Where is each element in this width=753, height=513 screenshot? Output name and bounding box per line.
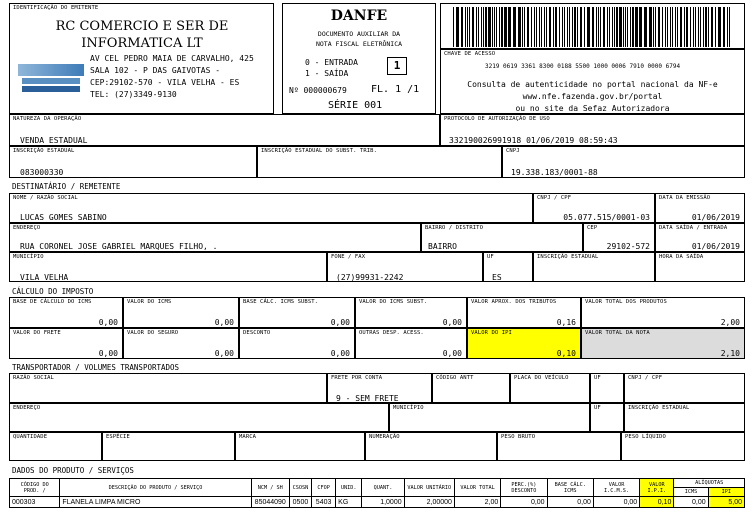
- dest-municipio-label: MUNICÍPIO: [13, 254, 44, 260]
- dest-nome: LUCAS GOMES SABINO: [20, 213, 107, 222]
- dest-cep-box: [583, 223, 655, 252]
- tr-antt-label: CÓDIGO ANTT: [436, 375, 474, 381]
- cell-cfop: 5403: [312, 497, 336, 508]
- danfe-sub1: DOCUMENTO AUXILIAR DA: [317, 30, 401, 38]
- tr-municipio-label: MUNICÍPIO: [393, 405, 424, 411]
- tr-razao-label: RAZÃO SOCIAL: [13, 375, 54, 381]
- dest-fone-box: [327, 252, 483, 282]
- dest-ie-box: [533, 252, 655, 282]
- cell-csosn: 0500: [289, 497, 311, 508]
- danfe-box: [282, 3, 436, 114]
- col-v-total: VALOR TOTAL: [454, 479, 500, 497]
- dest-bairro-label: BAIRRO / DISTRITO: [425, 225, 483, 231]
- imp-desconto: 0,00: [330, 349, 350, 358]
- tr-placa-box: [510, 373, 590, 403]
- cnpj-emit-label: CNPJ: [506, 148, 520, 154]
- imp-bc-st: 0,00: [330, 318, 350, 327]
- dest-fone: (27)99931-2242: [336, 273, 404, 282]
- dest-ie-label: INSCRIÇÃO ESTADUAL: [537, 254, 599, 260]
- natureza-label: NATUREZA DA OPERAÇÃO: [13, 116, 82, 122]
- imp-outras-label: OUTRAS DESP. ACESS.: [359, 330, 424, 336]
- imp-frete: 0,00: [98, 349, 118, 358]
- imp-v-nota-label: VALOR TOTAL DA NOTA: [585, 330, 650, 336]
- chave-box: [440, 49, 745, 114]
- cell-v-total: 2,00: [454, 497, 500, 508]
- tr-qtd-label: QUANTIDADE: [13, 434, 48, 440]
- tr-uf-label: UF: [594, 375, 601, 381]
- dest-cep-label: CEP: [587, 225, 598, 231]
- danfe-saida: 1 - SAÍDA: [305, 69, 349, 78]
- tr-endereco-box: [9, 403, 389, 432]
- transporte-titulo: TRANSPORTADOR / VOLUMES TRANSPORTADOS: [12, 363, 180, 372]
- col-v-icms: VALOR I.C.M.S.: [593, 479, 639, 497]
- imp-bc-icms: 0,00: [98, 318, 118, 327]
- protocolo-box: [440, 114, 745, 146]
- tr-frete-box: [327, 373, 432, 403]
- imp-bc-icms-label: BASE DE CÁLCULO DO ICMS: [13, 299, 92, 305]
- cell-descricao: FLANELA LIMPA MICRO: [60, 497, 251, 508]
- danfe-folha: FL. 1 /1: [371, 84, 420, 95]
- tr-marca-box: [235, 432, 365, 461]
- tr-cnpj-box: [624, 373, 745, 403]
- produtos-header-row: [10, 479, 745, 488]
- imp-v-st: 0,00: [442, 318, 462, 327]
- tr-frete-label: FRETE POR CONTA: [331, 375, 383, 381]
- col-unid: UNID.: [336, 479, 362, 497]
- tr-ie-label: INSCRIÇÃO ESTADUAL: [628, 405, 690, 411]
- dest-cnpj: 05.077.515/0001-03: [563, 213, 650, 222]
- danfe-title: DANFE: [330, 8, 388, 24]
- dest-uf-label: UF: [487, 254, 494, 260]
- imposto-titulo: CÁLCULO DO IMPOSTO: [12, 287, 94, 296]
- danfe-numero: Nº 000000679: [289, 86, 347, 95]
- danfe-tipo: 1: [387, 57, 407, 75]
- col-aliq-icms: ICMS: [674, 488, 708, 497]
- imp-desconto-label: DESCONTO: [243, 330, 271, 336]
- tr-placa-label: PLACA DO VEÍCULO: [514, 375, 569, 381]
- col-aliq-ipi: IPI: [708, 488, 744, 497]
- col-csosn: CSOSN: [289, 479, 311, 497]
- cell-ncm: 85044090: [251, 497, 289, 508]
- imp-seguro: 0,00: [214, 349, 234, 358]
- tr-frete: 9 - SEM FRETE: [336, 394, 399, 403]
- tr-especie-box: [102, 432, 235, 461]
- imp-v-prod-label: VALOR TOTAL DOS PRODUTOS: [585, 299, 667, 305]
- cnpj-emit-valor: 19.338.183/0001-88: [511, 168, 598, 177]
- emitente-logo: [18, 62, 84, 96]
- emitente-box: [9, 3, 274, 114]
- dest-hora-label: HORA DA SAÍDA: [659, 254, 704, 260]
- emitente-nome: RC COMERCIO E SER DE INFORMATICA LT: [55, 19, 229, 51]
- col-cfop: CFOP: [312, 479, 336, 497]
- cnpj-emit-box: [502, 146, 745, 178]
- natureza-valor: VENDA ESTADUAL: [20, 136, 88, 145]
- cell-aliq-icms: 0,00: [674, 497, 708, 508]
- tr-bruto-box: [497, 432, 621, 461]
- emitente-telefone: TEL: (27)3349-9130: [90, 90, 177, 99]
- imp-v-icms-label: VALOR DO ICMS: [127, 299, 172, 305]
- col-quant: QUANT.: [362, 479, 404, 497]
- ie-st-box: [257, 146, 502, 178]
- tr-qtd-box: [9, 432, 102, 461]
- col-desconto: PERC.(%) DESCONTO: [501, 479, 547, 497]
- dest-bairro-box: [421, 223, 583, 252]
- dest-saida: 01/06/2019: [691, 242, 740, 251]
- imp-ipi-label: VALOR DO IPI: [471, 330, 512, 336]
- col-ncm: NCM / SH: [251, 479, 289, 497]
- protocolo-valor: 332190026991918 01/06/2019 08:59:43: [449, 136, 618, 145]
- tr-razao-box: [9, 373, 327, 403]
- emitente-endereco1: AV CEL PEDRO MAIA DE CARVALHO, 425: [90, 54, 254, 63]
- ie-valor: 083000330: [20, 168, 64, 177]
- barcode-image: [453, 7, 731, 47]
- imp-seguro-label: VALOR DO SEGURO: [127, 330, 179, 336]
- cell-aliq-ipi: 5,00: [708, 497, 744, 508]
- protocolo-label: PROTOCOLO DE AUTORIZAÇÃO DE USO: [444, 116, 550, 122]
- col-v-ipi: VALOR I.P.I.: [640, 479, 674, 497]
- ie-st-label: INSCRIÇÃO ESTADUAL DO SUBST. TRIB.: [261, 148, 377, 154]
- chave-consulta2: www.nfe.fazenda.gov.br/portal: [522, 92, 663, 101]
- tr-bruto-label: PESO BRUTO: [501, 434, 536, 440]
- tr-uf2-box: [590, 403, 624, 432]
- tr-uf2-label: UF: [594, 405, 601, 411]
- imp-frete-box: [9, 328, 123, 359]
- emitente-endereco2: SALA 102 - P DAS GAIVOTAS -: [90, 66, 221, 75]
- dest-endereco-label: ENDEREÇO: [13, 225, 41, 231]
- imp-v-nota: 2,10: [720, 349, 740, 358]
- dest-saida-label: DATA SAÍDA / ENTRADA: [659, 225, 728, 231]
- imp-v-prod: 2,00: [720, 318, 740, 327]
- imp-v-st-label: VALOR DO ICMS SUBST.: [359, 299, 428, 305]
- chave-consulta1: Consulta de autenticidade no portal nacional da NF-e: [467, 80, 718, 89]
- natureza-box: [9, 114, 440, 146]
- tr-endereco-label: ENDEREÇO: [13, 405, 41, 411]
- dest-cep: 29102-572: [606, 242, 650, 251]
- imp-aprox-box: [467, 297, 581, 328]
- imp-bc-icms-box: [9, 297, 123, 328]
- imp-bc-st-box: [239, 297, 355, 328]
- imp-ipi-box: [467, 328, 581, 359]
- tr-liquido-box: [621, 432, 745, 461]
- produtos-table: [9, 478, 745, 508]
- dest-nome-box: [9, 193, 533, 223]
- tr-especie-label: ESPÉCIE: [106, 434, 130, 440]
- chave-consulta3: ou no site da Sefaz Autorizadora: [515, 104, 670, 113]
- dest-emissao-box: [655, 193, 745, 223]
- table-row: [10, 497, 745, 508]
- danfe-entrada: 0 - ENTRADA: [305, 58, 358, 67]
- produtos-titulo: DADOS DO PRODUTO / SERVIÇOS: [12, 466, 134, 475]
- col-codigo: CÓDIGO DO PROD. /: [10, 479, 60, 497]
- ie-label: INSCRIÇÃO ESTADUAL: [13, 148, 75, 154]
- tr-liquido-label: PESO LÍQUIDO: [625, 434, 666, 440]
- cell-desconto: 0,00: [501, 497, 547, 508]
- tr-antt-box: [432, 373, 510, 403]
- imp-aprox-label: VALOR APROX. DOS TRIBUTOS: [471, 299, 557, 305]
- cell-codigo: 000303: [10, 497, 60, 508]
- imp-outras-box: [355, 328, 467, 359]
- dest-endereco: RUA CORONEL JOSE GABRIEL MARQUES FILHO, .: [20, 242, 218, 251]
- danfe-serie: SÉRIE 001: [328, 100, 383, 111]
- dest-fone-label: FONE / FAX: [331, 254, 366, 260]
- destinatario-titulo: DESTINATÁRIO / REMETENTE: [12, 182, 121, 191]
- emitente-label: IDENTIFICAÇÃO DO EMITENTE: [13, 5, 99, 11]
- dest-emissao: 01/06/2019: [691, 213, 740, 222]
- dest-cnpj-label: CNPJ / CPF: [537, 195, 572, 201]
- cell-quant: 1,0000: [362, 497, 404, 508]
- imp-aprox: 0,16: [556, 318, 576, 327]
- col-aliquotas: ALÍQUOTAS: [674, 479, 745, 488]
- imp-v-nota-box: [581, 328, 745, 359]
- tr-marca-label: MARCA: [239, 434, 257, 440]
- imp-desconto-box: [239, 328, 355, 359]
- tr-ie-box: [624, 403, 745, 432]
- imp-frete-label: VALOR DO FRETE: [13, 330, 61, 336]
- imp-v-prod-box: [581, 297, 745, 328]
- dest-nome-label: NOME / RAZÃO SOCIAL: [13, 195, 78, 201]
- ie-box: [9, 146, 257, 178]
- dest-bairro: BAIRRO: [428, 242, 457, 251]
- imp-v-icms-box: [123, 297, 239, 328]
- tr-cnpj-label: CNPJ / CPF: [628, 375, 663, 381]
- barcode-box: [440, 3, 745, 49]
- dest-hora-box: [655, 252, 745, 282]
- imp-v-icms: 0,00: [214, 318, 234, 327]
- tr-numeracao-box: [365, 432, 497, 461]
- imp-v-st-box: [355, 297, 467, 328]
- imp-bc-st-label: BASE CÁLC. ICMS SUBST.: [243, 299, 319, 305]
- dest-emissao-label: DATA DA EMISSÃO: [659, 195, 711, 201]
- imp-seguro-box: [123, 328, 239, 359]
- tr-numeracao-label: NUMERAÇÃO: [369, 434, 400, 440]
- tr-uf-box: [590, 373, 624, 403]
- cell-bc-icms: 0,00: [547, 497, 593, 508]
- cell-v-icms: 0,00: [593, 497, 639, 508]
- imp-outras: 0,00: [442, 349, 462, 358]
- cell-unid: KG: [336, 497, 362, 508]
- danfe-sub2: NOTA FISCAL ELETRÔNICA: [315, 40, 403, 48]
- dest-municipio: VILA VELHA: [20, 273, 69, 282]
- tr-municipio-box: [389, 403, 590, 432]
- dest-saida-box: [655, 223, 745, 252]
- emitente-endereco3: CEP:29102-570 - VILA VELHA - ES: [90, 78, 240, 87]
- col-descricao: DESCRIÇÃO DO PRODUTO / SERVIÇO: [60, 479, 251, 497]
- col-v-unit: VALOR UNITÁRIO: [404, 479, 454, 497]
- chave-valor: 3219 0619 3361 8300 0188 5500 1000 0006 7910 0000 6794: [485, 63, 681, 70]
- chave-label: CHAVE DE ACESSO: [444, 51, 496, 57]
- imp-ipi: 0,10: [556, 349, 576, 358]
- dest-uf-box: [483, 252, 533, 282]
- dest-uf: ES: [492, 273, 502, 282]
- cell-v-unit: 2,00000: [404, 497, 454, 508]
- col-bc-icms: BASE CÁLC. ICMS: [547, 479, 593, 497]
- cell-v-ipi: 0,10: [640, 497, 674, 508]
- dest-cnpj-box: [533, 193, 655, 223]
- dest-municipio-box: [9, 252, 327, 282]
- dest-endereco-box: [9, 223, 421, 252]
